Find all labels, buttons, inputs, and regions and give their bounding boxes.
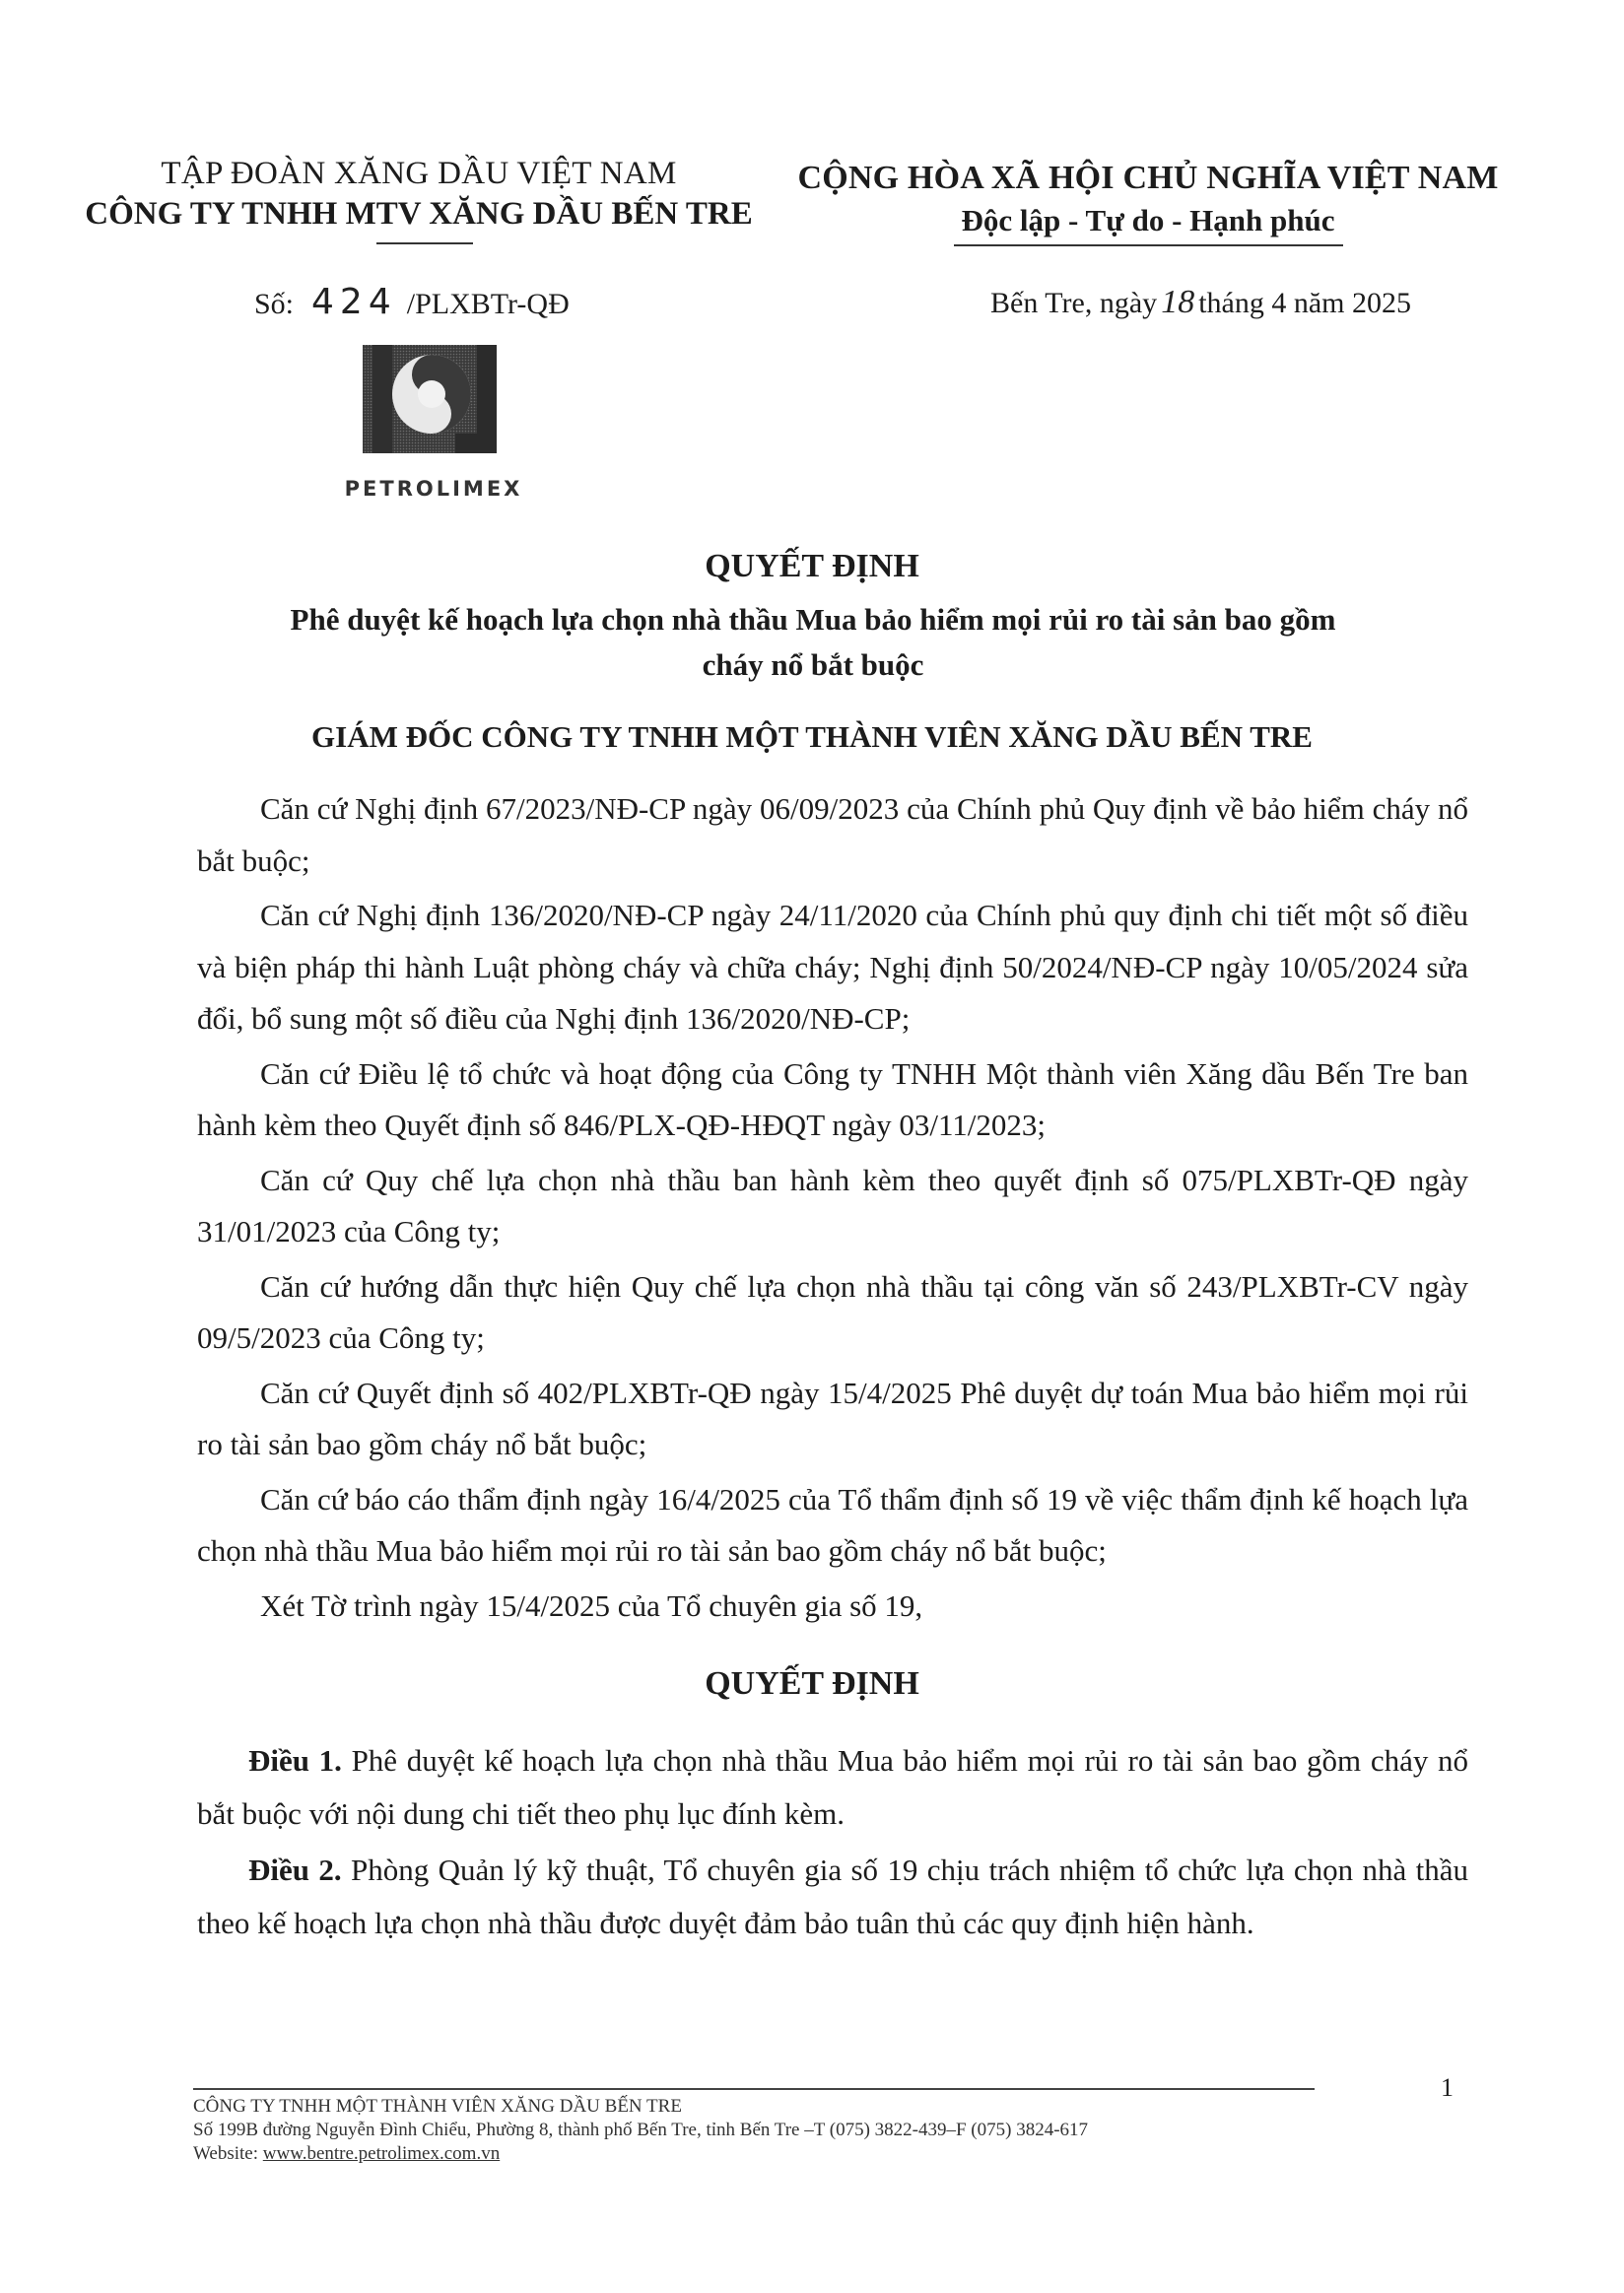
footer-website-line [193, 2142, 1088, 2166]
preamble-item: Căn cứ báo cáo thẩm định ngày 16/4/2025 của Tổ thẩm định số 19 về việc thẩm định kế hoạch lựa chọn nhà thầu Mua bảo hiểm mọi rủi ro tài sản bao gồm cháy nổ bắt buộc; [197, 1481, 1468, 1568]
issuer-underline [376, 242, 473, 244]
subtitle-line-2: cháy nổ bắt buộc [702, 647, 924, 682]
footer [193, 2095, 1088, 2166]
issuer-block [79, 156, 759, 233]
preamble-item: Căn cứ Quy chế lựa chọn nhà thầu ban hành kèm theo quyết định số 075/PLXBTr-QĐ ngày 31/01/2023 của Công ty; [197, 1162, 1468, 1248]
footer-website-link[interactable]: www.bentre.petrolimex.com.vn [262, 2143, 501, 2164]
date-suffix: tháng 4 năm 2025 [1198, 287, 1411, 319]
page-number: 1 [1441, 2073, 1454, 2102]
petrolimex-logo-icon [361, 341, 499, 459]
article-2-text: Phòng Quản lý kỹ thuật, Tổ chuyên gia số 19 chịu trách nhiệm tổ chức lựa chọn nhà thầu theo kế hoạch lựa chọn nhà thầu được duyệt đảm bảo tuân thủ các quy định hiện hành. [197, 1853, 1469, 1940]
document-number-suffix: /PLXBTr-QĐ [406, 288, 570, 320]
preamble-item: Xét Tờ trình ngày 15/4/2025 của Tổ chuyên gia số 19, [260, 1587, 923, 1623]
preamble-item: Căn cứ Quyết định số 402/PLXBTr-QĐ ngày 15/4/2025 Phê duyệt dự toán Mua bảo hiểm mọi rủi ro tài sản bao gồm cháy nổ bắt buộc; [197, 1375, 1468, 1461]
issuing-authority: GIÁM ĐỐC CÔNG TY TNHH MỘT THÀNH VIÊN XĂNG DẦU BẾN TRE [311, 719, 1313, 754]
national-motto: Độc lập - Tự do - Hạnh phúc [961, 203, 1335, 237]
footer-website-label: Website: [193, 2143, 259, 2164]
preamble-item: Căn cứ Nghị định 67/2023/NĐ-CP ngày 06/09/2023 của Chính phủ Quy định về bảo hiểm cháy nổ bắt buộc; [197, 791, 1468, 878]
footer-company: CÔNG TY TNHH MỘT THÀNH VIÊN XĂNG DẦU BẾN TRE [193, 2096, 682, 2117]
article-1-text: Phê duyệt kế hoạch lựa chọn nhà thầu Mua bảo hiểm mọi rủi ro tài sản bao gồm cháy nổ bắt buộc với nội dung chi tiết theo phụ lục đính kèm. [197, 1743, 1468, 1831]
issuing-company: CÔNG TY TNHH MTV XĂNG DẦU BẾN TRE [85, 196, 753, 232]
issue-date [990, 284, 1411, 321]
motto-underline [954, 244, 1343, 246]
article-2-label: Điều 2. [248, 1853, 342, 1887]
date-day: 18 [1161, 284, 1195, 320]
preamble-item: Căn cứ hướng dẫn thực hiện Quy chế lựa chọn nhà thầu tại công văn số 243/PLXBTr-CV ngày 09/5/2023 của Công ty; [197, 1268, 1468, 1355]
article-1-label: Điều 1. [248, 1743, 342, 1778]
article-1 [197, 1734, 1468, 1841]
document-title: QUYẾT ĐỊNH [705, 548, 919, 584]
date-prefix: Bến Tre, ngày [990, 287, 1158, 319]
footer-address: Số 199B đường Nguyễn Đình Chiểu, Phường 8, thành phố Bến Tre, tỉnh Bến Tre –T (075) 3822-439–F (075) 3824-617 [193, 2120, 1089, 2140]
document-number [254, 282, 570, 322]
document-subtitle [197, 597, 1429, 688]
article-2 [197, 1844, 1468, 1950]
preamble-item: Căn cứ Điều lệ tổ chức và hoạt động của Công ty TNHH Một thành viên Xăng dầu Bến Tre ban hành kèm theo Quyết định số 846/PLX-QĐ-HĐQT ngày 03/11/2023; [197, 1055, 1468, 1142]
parent-organization: TẬP ĐOÀN XĂNG DẦU VIỆT NAM [161, 156, 677, 191]
preamble-item: Căn cứ Nghị định 136/2020/NĐ-CP ngày 24/11/2020 của Chính phủ quy định chi tiết một số điều và biện pháp thi hành Luật phòng cháy và chữa cháy; Nghị định 50/2024/NĐ-CP ngày 10/05/2024 sửa đổi, bổ sung một số điều của Nghị định 136/2020/NĐ-CP; [197, 898, 1468, 1036]
country-name: CỘNG HÒA XÃ HỘI CHỦ NGHĨA VIỆT NAM [797, 160, 1499, 196]
document-number-label: Số: [254, 288, 295, 320]
logo-wordmark: PETROLIMEX [344, 477, 523, 501]
national-motto-block [778, 160, 1518, 238]
decision-heading: QUYẾT ĐỊNH [705, 1665, 919, 1702]
preamble [197, 783, 1468, 1635]
subtitle-line-1: Phê duyệt kế hoạch lựa chọn nhà thầu Mua bảo hiểm mọi rủi ro tài sản bao gồm [290, 602, 1336, 637]
footer-divider [193, 2088, 1315, 2090]
document-number-value: 424 [311, 282, 397, 322]
articles [197, 1734, 1468, 1953]
